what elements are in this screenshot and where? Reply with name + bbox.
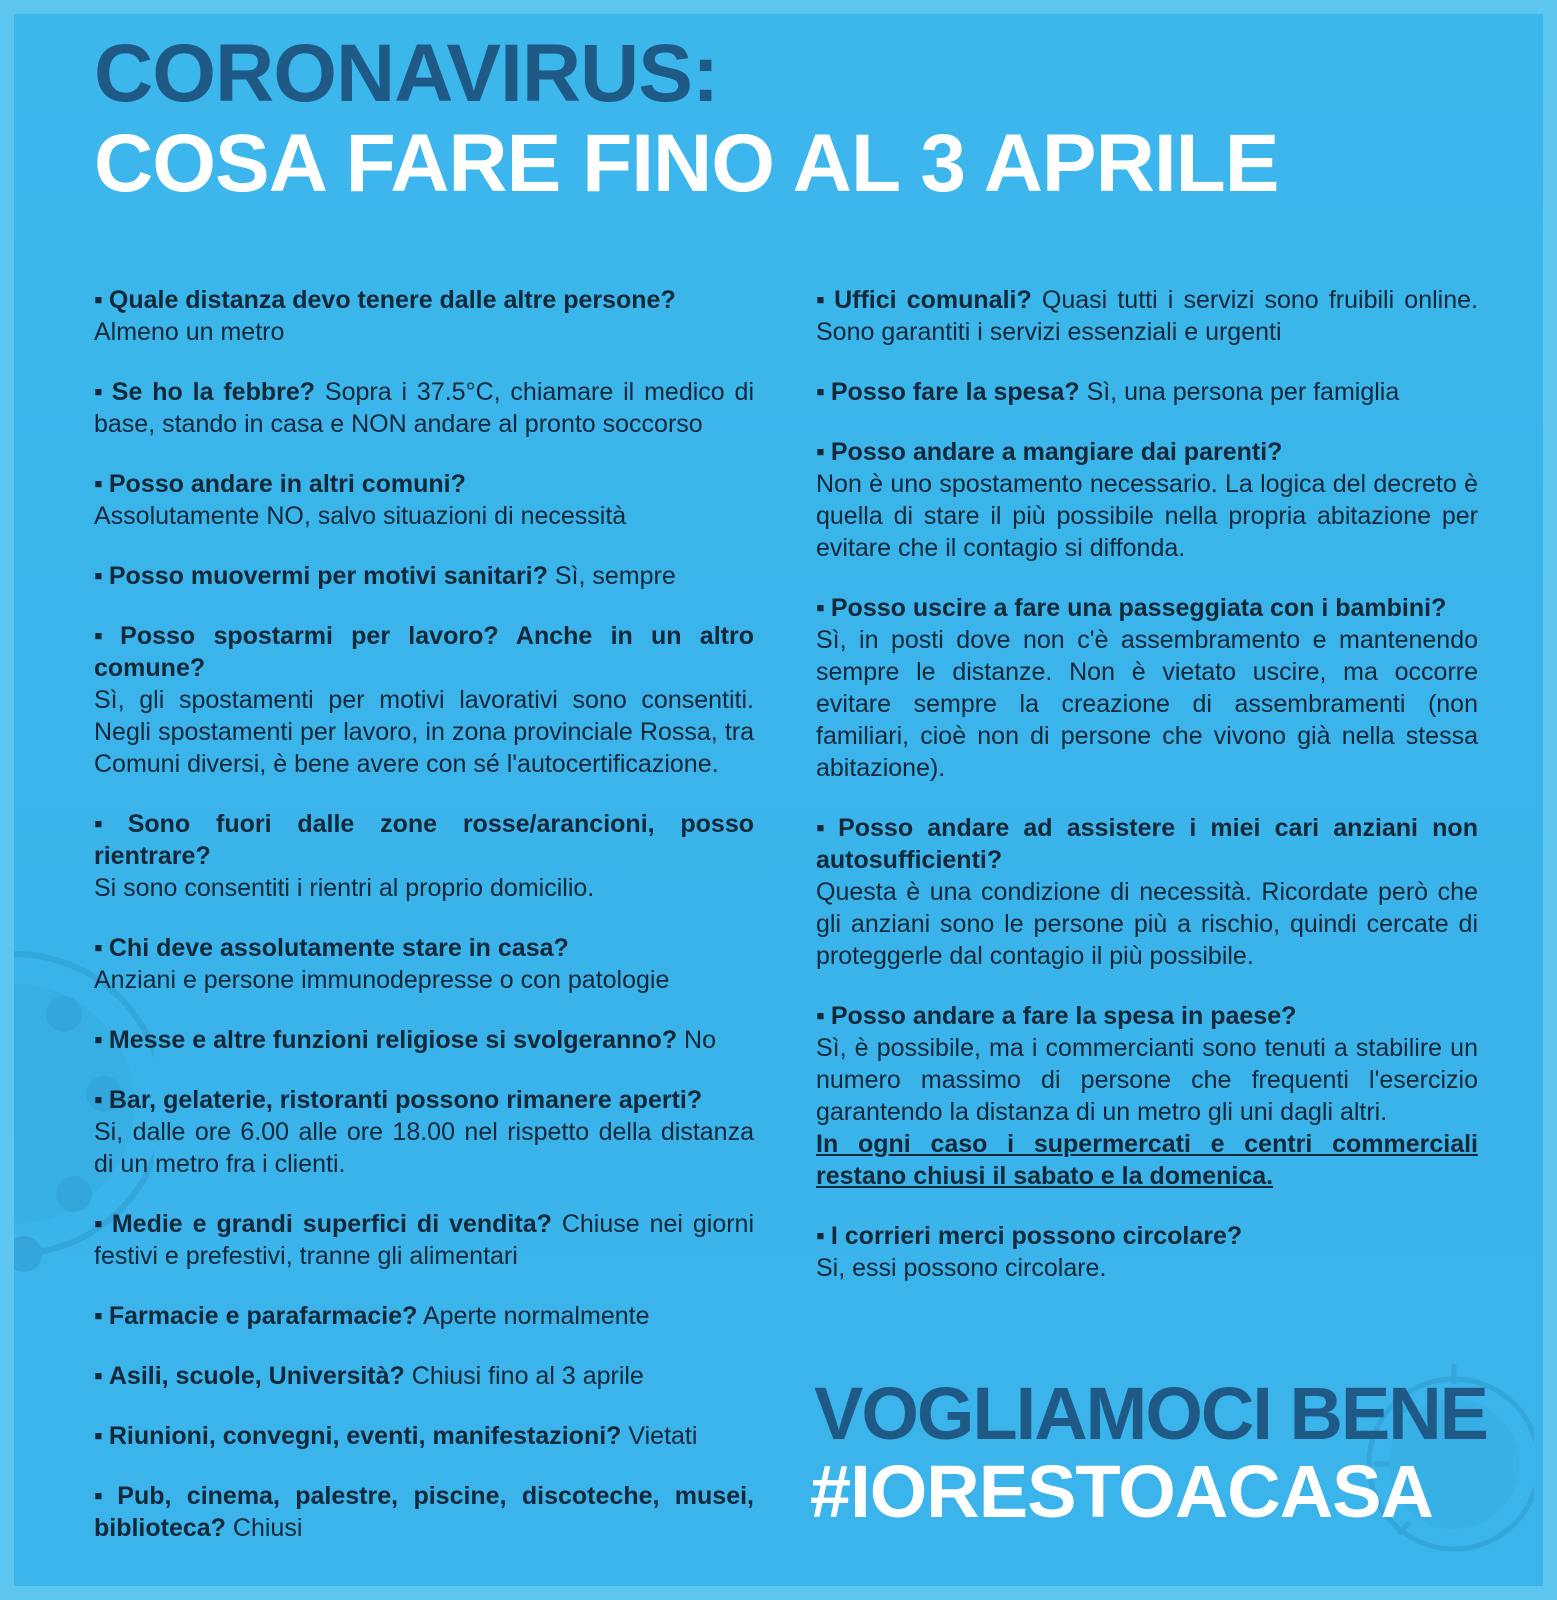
faq-answer: Anziani e persone immunodepresse o con patologie (94, 966, 670, 994)
faq-question: Bar, gelaterie, ristoranti possono rimanere aperti? (108, 1086, 703, 1114)
faq-answer: Si, essi possono circolare. (816, 1254, 1107, 1282)
left-column (94, 284, 754, 1572)
bullet-icon: ▪ (816, 438, 825, 466)
bullet-icon: ▪ (94, 1482, 112, 1510)
right-column (816, 284, 1478, 1312)
faq-answer: Almeno un metro (94, 318, 285, 346)
bullet-icon: ▪ (94, 934, 103, 962)
faq-item (816, 436, 1478, 564)
faq-item (816, 592, 1478, 784)
faq-item (94, 1084, 754, 1180)
bullet-icon: ▪ (94, 622, 115, 650)
faq-item (816, 1220, 1478, 1284)
faq-answer: Chiusi fino al 3 aprile (411, 1362, 644, 1390)
faq-answer: Sì, in posti dove non c'è assembramento e mantenendo sempre le distanze. Non è vietato uscire, ma occorre evitare sempre la creazione di assembramenti (non familiari, cioè non di persone che vivono già nella stessa abitazione). (816, 626, 1478, 782)
faq-question: Posso fare la spesa? (830, 378, 1080, 406)
faq-item (94, 620, 754, 780)
faq-question: Posso uscire a fare una passeggiata con i bambini? (830, 594, 1447, 622)
faq-item (94, 1208, 754, 1272)
faq-question: Posso andare a fare la spesa in paese? (830, 1002, 1297, 1030)
bullet-icon: ▪ (816, 286, 829, 314)
faq-question: Riunioni, convegni, eventi, manifestazioni? (108, 1422, 622, 1450)
faq-answer: Aperte normalmente (422, 1302, 650, 1330)
faq-question: Chi deve assolutamente stare in casa? (108, 934, 569, 962)
faq-question: Posso andare in altri comuni? (108, 470, 466, 498)
faq-answer: Vietati (628, 1422, 698, 1450)
faq-item (94, 1300, 754, 1332)
faq-item (816, 376, 1478, 408)
faq-question: Sono fuori dalle zone rosse/arancioni, posso rientrare? (94, 810, 754, 870)
faq-answer: Quasi tutti i servizi sono fruibili online. Sono garantiti i servizi essenziali e urgenti (816, 286, 1478, 346)
bullet-icon: ▪ (94, 1210, 106, 1238)
faq-answer: Sì, una persona per famiglia (1086, 378, 1400, 406)
bullet-icon: ▪ (816, 378, 825, 406)
faq-answer: Assolutamente NO, salvo situazioni di necessità (94, 502, 627, 530)
faq-item (816, 284, 1478, 348)
faq-question: Quale distanza devo tenere dalle altre persone? (108, 286, 676, 314)
bullet-icon: ▪ (94, 286, 103, 314)
footer-hashtag: #IORESTOACASA (810, 1450, 1433, 1533)
faq-item (94, 1024, 754, 1056)
bullet-icon: ▪ (94, 810, 122, 838)
bullet-icon: ▪ (816, 594, 825, 622)
faq-question: Asili, scuole, Università? (108, 1362, 405, 1390)
bullet-icon: ▪ (816, 1222, 825, 1250)
faq-item (94, 560, 754, 592)
bullet-icon: ▪ (94, 470, 103, 498)
faq-answer: Sopra i 37.5°C, chiamare il medico di base, stando in casa e NON andare al pronto soccorso (94, 378, 755, 438)
title-line-1: CORONAVIRUS: (94, 28, 719, 119)
faq-item (94, 284, 754, 348)
faq-answer: Questa è una condizione di necessità. Ricordate però che gli anziani sono le persone più a rischio, quindi cercate di proteggerle dal contagio il più possibile. (816, 878, 1478, 970)
faq-answer: No (684, 1026, 717, 1054)
faq-answer: Sì, è possibile, ma i commercianti sono tenuti a stabilire un numero massimo di persone che frequenti l'esercizio garantendo la distanza di un metro gli uni dagli altri. (816, 1034, 1478, 1126)
faq-answer: Sì, gli spostamenti per motivi lavorativi sono consentiti. Negli spostamenti per lavoro, in zona provinciale Rossa, tra Comuni diversi, è bene avere con sé l'autocertificazione. (94, 686, 754, 778)
faq-note: In ogni caso i supermercati e centri commerciali restano chiusi il sabato e la domenica. (816, 1130, 1478, 1190)
bullet-icon: ▪ (94, 1422, 103, 1450)
faq-question: Posso andare ad assistere i miei cari anziani non autosufficienti? (816, 814, 1478, 874)
faq-item (94, 376, 754, 440)
faq-question: Farmacie e parafarmacie? (108, 1302, 418, 1330)
bullet-icon: ▪ (94, 378, 106, 406)
faq-question: Se ho la febbre? (111, 378, 316, 406)
faq-answer: Si sono consentiti i rientri al proprio domicilio. (94, 874, 595, 902)
bullet-icon: ▪ (816, 814, 833, 842)
bullet-icon: ▪ (94, 1026, 103, 1054)
faq-answer: Non è uno spostamento necessario. La logica del decreto è quella di stare il più possibile nella propria abitazione per evitare che il contagio si diffonda. (816, 470, 1478, 562)
faq-item (816, 812, 1478, 972)
faq-item (94, 808, 754, 904)
faq-answer: Sì, sempre (554, 562, 676, 590)
footer-slogan: VOGLIAMOCI BENE (814, 1372, 1488, 1455)
bullet-icon: ▪ (816, 1002, 825, 1030)
faq-item (94, 932, 754, 996)
faq-item (94, 1420, 754, 1452)
faq-item (94, 1480, 754, 1544)
title-line-2: COSA FARE FINO AL 3 APRILE (94, 118, 1279, 209)
faq-item (816, 1000, 1478, 1192)
bullet-icon: ▪ (94, 1086, 103, 1114)
faq-question: Uffici comunali? (834, 286, 1032, 314)
bullet-icon: ▪ (94, 1302, 103, 1330)
faq-answer: Si, dalle ore 6.00 alle ore 18.00 nel rispetto della distanza di un metro fra i clienti. (94, 1118, 754, 1178)
faq-question: Posso muovermi per motivi sanitari? (108, 562, 548, 590)
faq-item (94, 1360, 754, 1392)
faq-question: Pub, cinema, palestre, piscine, discoteche, musei, biblioteca? (94, 1482, 754, 1542)
bullet-icon: ▪ (94, 562, 103, 590)
faq-question: Posso andare a mangiare dai parenti? (830, 438, 1283, 466)
faq-answer: Chiuse nei giorni festivi e prefestivi, tranne gli alimentari (94, 1210, 754, 1270)
bullet-icon: ▪ (94, 1362, 103, 1390)
faq-question: Medie e grandi superfici di vendita? (111, 1210, 552, 1238)
faq-question: Posso spostarmi per lavoro? Anche in un altro comune? (94, 622, 754, 682)
faq-question: I corrieri merci possono circolare? (830, 1222, 1243, 1250)
faq-question: Messe e altre funzioni religiose si svolgeranno? (108, 1026, 678, 1054)
faq-item (94, 468, 754, 532)
faq-answer: Chiusi (232, 1514, 303, 1542)
